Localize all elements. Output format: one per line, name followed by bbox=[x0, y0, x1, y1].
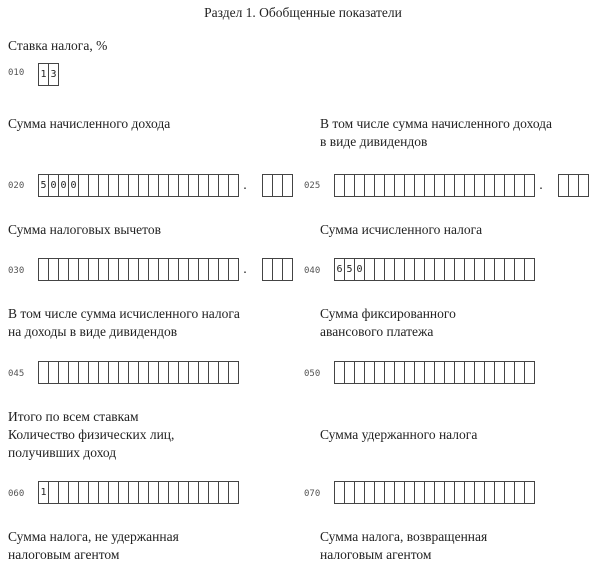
tax-calc-input[interactable] bbox=[334, 258, 535, 281]
decimal-separator: . bbox=[539, 178, 543, 193]
fixed-adv-label-2: авансового платежа bbox=[320, 324, 434, 339]
not-withheld-label-1: Сумма налога, не удержанная bbox=[8, 529, 179, 544]
digit-cell[interactable]: 6 bbox=[334, 258, 345, 281]
digit-cell[interactable] bbox=[228, 481, 239, 504]
tax-div-input[interactable] bbox=[38, 361, 239, 384]
digit-cell[interactable]: 0 bbox=[48, 174, 59, 197]
digit-cell[interactable]: 5 bbox=[38, 174, 49, 197]
digit-cell[interactable]: 5 bbox=[344, 258, 355, 281]
digit-cell[interactable] bbox=[228, 258, 239, 281]
fraction-cell[interactable] bbox=[282, 258, 293, 281]
tax-div-label-2: на доходы в виде дивидендов bbox=[8, 324, 178, 339]
rate-label: Ставка налога, % bbox=[8, 38, 108, 53]
returned-label-1: Сумма налога, возвращенная bbox=[320, 529, 488, 544]
digit-cell[interactable] bbox=[524, 258, 535, 281]
digit-cell[interactable] bbox=[228, 361, 239, 384]
decimal-separator: . bbox=[243, 178, 247, 193]
income-div-input[interactable] bbox=[334, 174, 589, 197]
income-input[interactable] bbox=[38, 174, 293, 197]
deductions-input[interactable] bbox=[38, 258, 293, 281]
deductions-code: 030 bbox=[8, 266, 25, 276]
fixed-adv-code: 050 bbox=[304, 369, 321, 379]
decimal-separator: . bbox=[243, 262, 247, 277]
section-title: Раздел 1. Обобщенные показатели bbox=[204, 5, 402, 20]
income-code: 020 bbox=[8, 181, 25, 191]
persons-input[interactable] bbox=[38, 481, 239, 504]
digit-cell[interactable]: 1 bbox=[38, 481, 49, 504]
income-div-code: 025 bbox=[304, 181, 321, 191]
persons-label-3: получивших доход bbox=[8, 445, 117, 460]
digit-cell[interactable]: 1 bbox=[38, 63, 49, 86]
digit-cell[interactable]: 0 bbox=[58, 174, 69, 197]
digit-cell[interactable] bbox=[524, 174, 535, 197]
fixed-adv-input[interactable] bbox=[334, 361, 535, 384]
digit-cell[interactable] bbox=[524, 361, 535, 384]
tax-div-code: 045 bbox=[8, 369, 25, 379]
withheld-code: 070 bbox=[304, 489, 321, 499]
tax-calc-code: 040 bbox=[304, 266, 321, 276]
rate-code: 010 bbox=[8, 68, 25, 78]
income-label: Сумма начисленного дохода bbox=[8, 116, 171, 131]
fraction-cell[interactable] bbox=[282, 174, 293, 197]
rate-input[interactable] bbox=[38, 63, 59, 86]
withheld-input[interactable] bbox=[334, 481, 535, 504]
tax-div-label-1: В том числе сумма исчисленного налога bbox=[8, 306, 240, 321]
digit-cell[interactable]: 3 bbox=[48, 63, 59, 86]
persons-label-1: Итого по всем ставкам bbox=[8, 409, 139, 424]
digit-cell[interactable] bbox=[228, 174, 239, 197]
withheld-label: Сумма удержанного налога bbox=[320, 427, 478, 442]
fixed-adv-label-1: Сумма фиксированного bbox=[320, 306, 456, 321]
fraction-cell[interactable] bbox=[578, 174, 589, 197]
tax-calc-label: Сумма исчисленного налога bbox=[320, 222, 483, 237]
income-div-label-1: В том числе сумма начисленного дохода bbox=[320, 116, 553, 131]
digit-cell[interactable]: 0 bbox=[68, 174, 79, 197]
returned-label-2: налоговым агентом bbox=[320, 547, 432, 562]
digit-cell[interactable] bbox=[524, 481, 535, 504]
not-withheld-label-2: налоговым агентом bbox=[8, 547, 120, 562]
digit-cell[interactable]: 0 bbox=[354, 258, 365, 281]
persons-label-2: Количество физических лиц, bbox=[8, 427, 175, 442]
income-div-label-2: в виде дивидендов bbox=[320, 134, 428, 149]
persons-code: 060 bbox=[8, 489, 25, 499]
deductions-label: Сумма налоговых вычетов bbox=[8, 222, 162, 237]
